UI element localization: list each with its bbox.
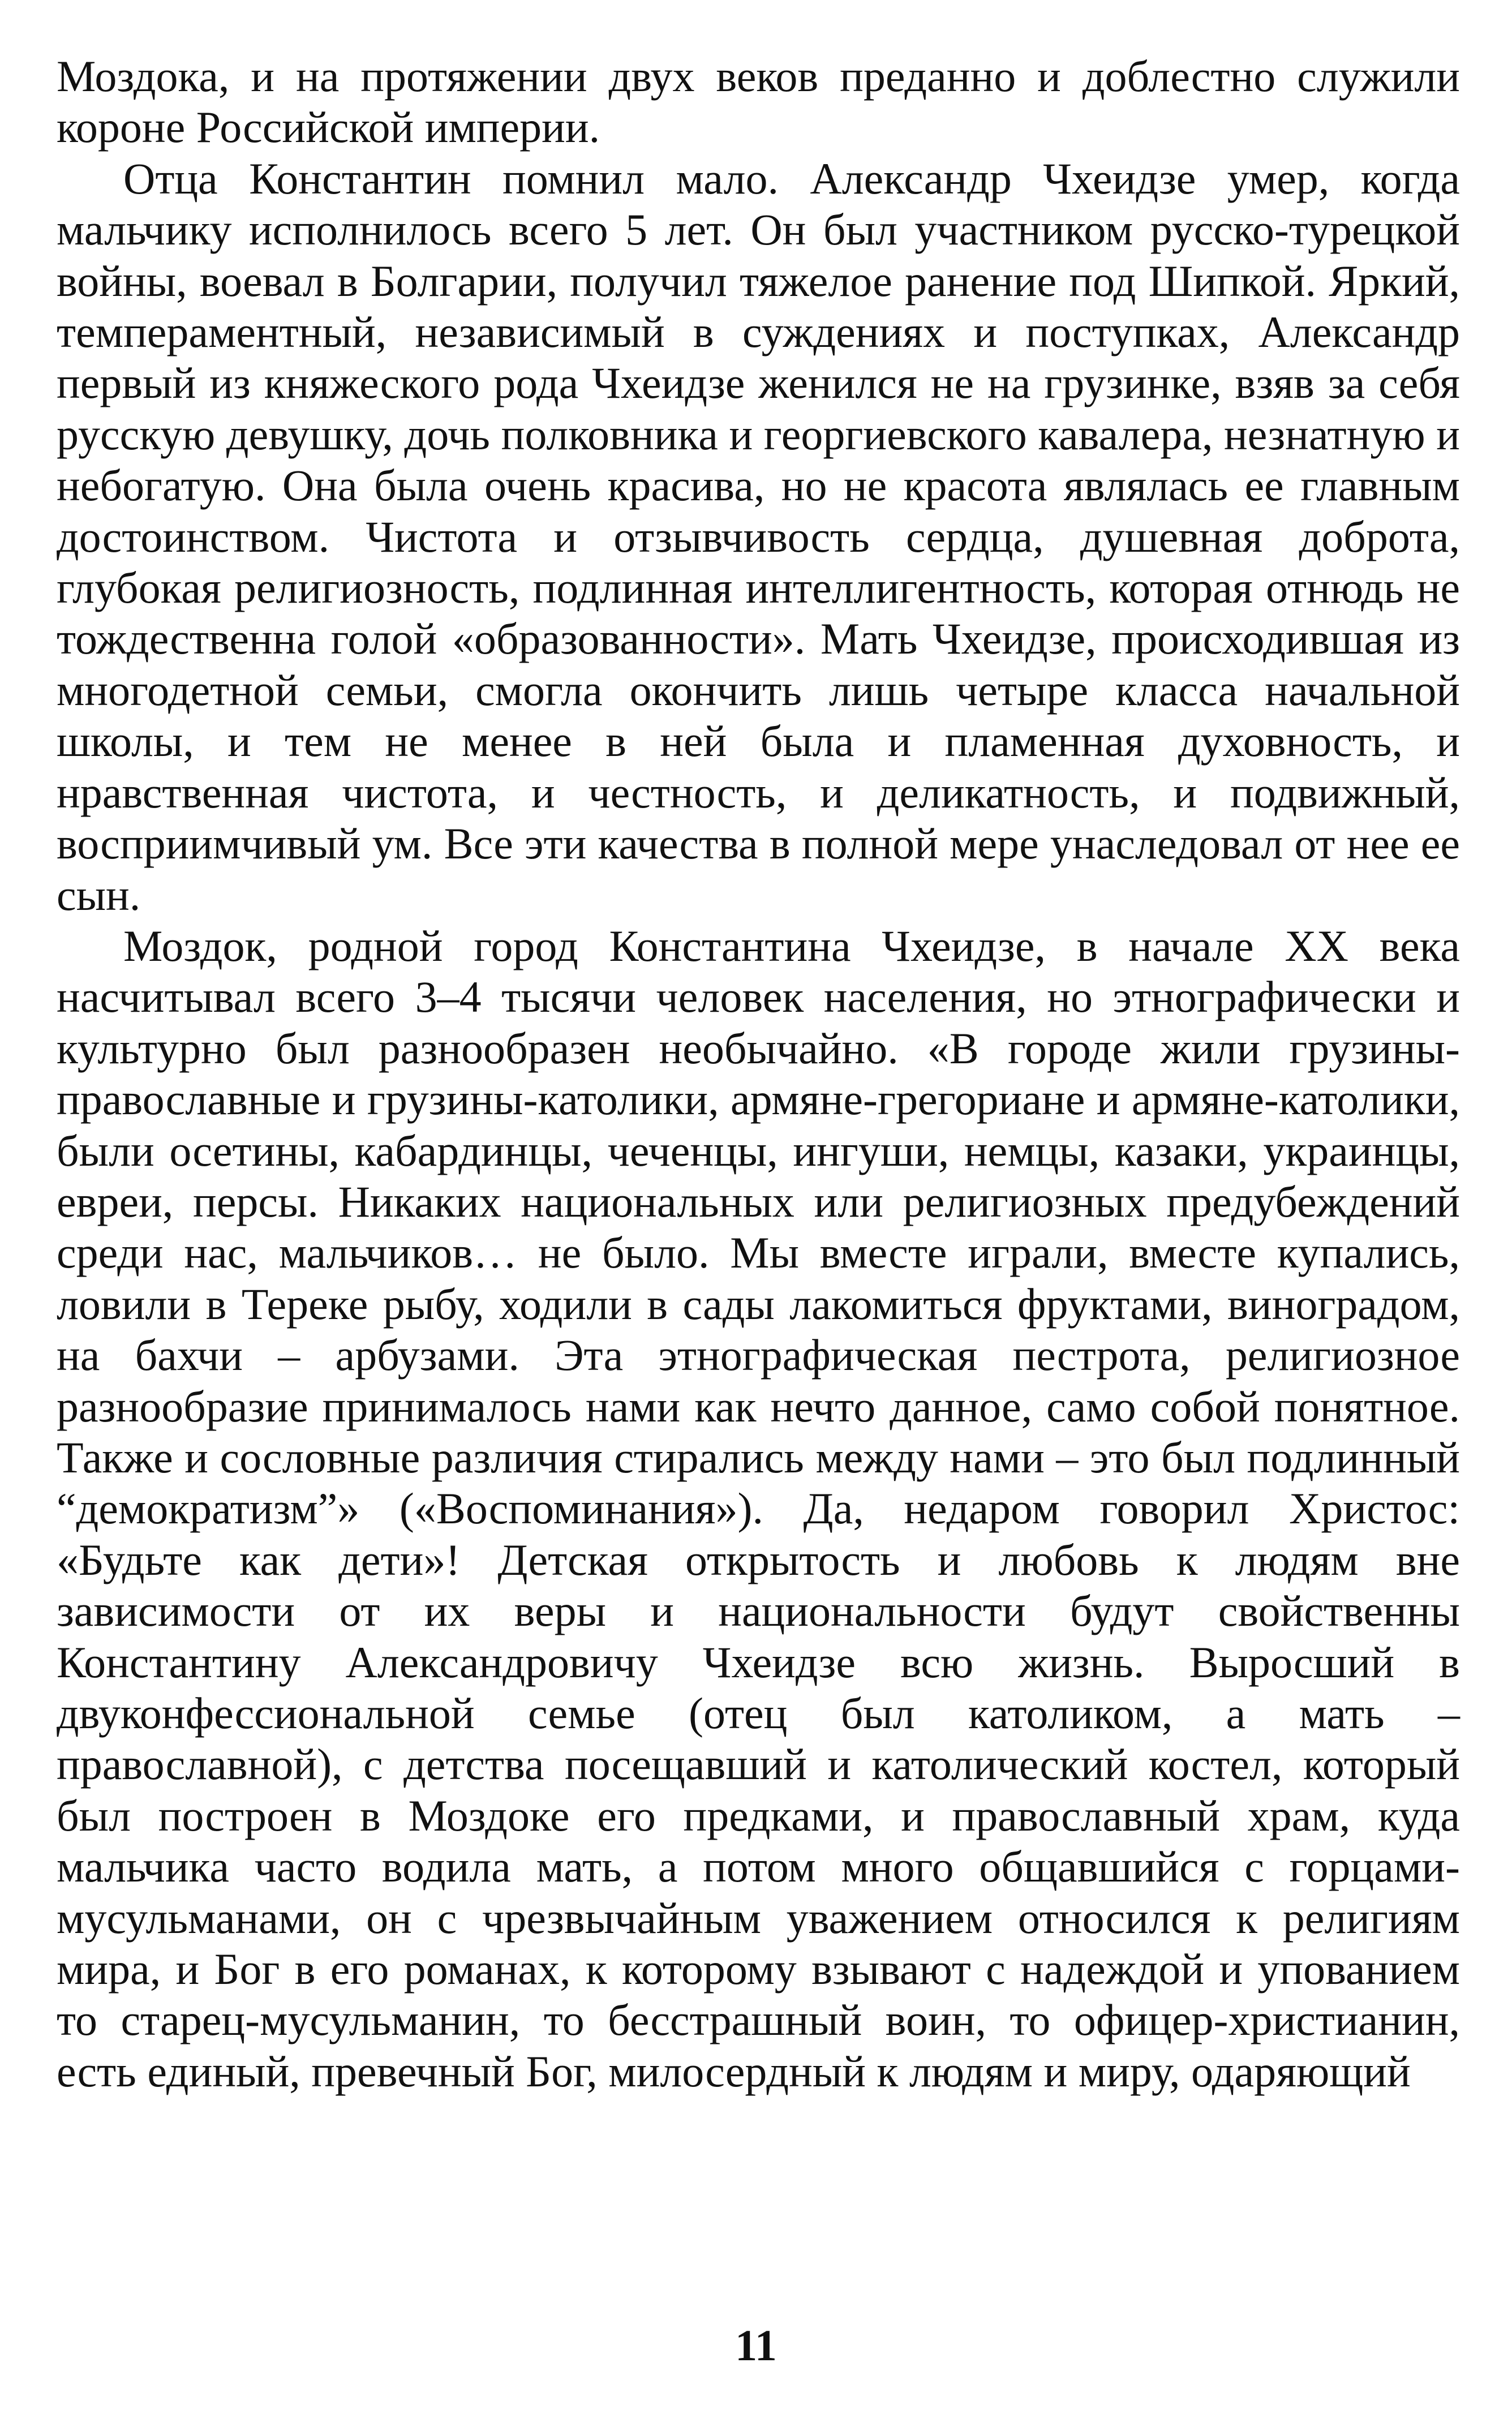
paragraph-mozdok: Моздок, родной город Константина Чхеидзе, в начале XX века насчитывал всего 3–4 тысячи человек населения, но этнографически и культурно был разнообразен необычайно. «В городе жили грузины-православные и грузины-католики, армяне-грегориане и армяне-католики, были осетины, кабардинцы, чеченцы, ингуши, немцы, казаки, украинцы, евреи, персы. Никаких национальных или религиозных предубеждений среди нас, мальчиков… не было. Мы вместе играли, вместе купались, ловили в Тереке рыбу, ходили в сады лакомиться фруктами, виноградом, на бахчи – арбузами. Эта этнографическая пестрота, религиозное разнообразие принималось нами как нечто данное, само собой понятное. Также и сословные различия стирались между нами – это был подлинный “демократизм”» («Воспоминания»). Да, недаром говорил Христос: «Будьте как дети»! Детская открытость и любовь к людям вне зависимости от их веры и национальности будут свойственны Константину Александровичу Чхеидзе всю жизнь. Выросший в двуконфессиональной семье (отец был католиком, а мать – православной), с детства посещавший и католический костел, который был построен в Моздоке его предками, и православный храм, куда мальчика часто водила мать, а потом много общавшийся с горцами-мусульманами, он с чрезвычайным уважением относился к религиям мира, и Бог в его романах, к которому взывают с надеждой и упованием то старец-мусульманин, то бесстрашный воин, то офицер-христианин, есть единый, превечный Бог, милосердный к людям и миру, одаряющий <box>57 921 1460 2096</box>
paragraph-continuation: Моздока, и на протяжении двух веков преданно и доблестно служили короне Российской империи. <box>57 51 1460 152</box>
page-body <box>57 51 1460 2097</box>
paragraph-father: Отца Константин помнил мало. Александр Чхеидзе умер, когда мальчику исполнилось всего 5 лет. Он был участником русско-турецкой войны, воевал в Болгарии, получил тяжелое ранение под Шипкой. Яркий, темпераментный, независимый в суждениях и поступках, Александр первый из княжеского рода Чхеидзе женился не на грузинке, взяв за себя русскую девушку, дочь полковника и георгиевского кавалера, незнатную и небогатую. Она была очень красива, но не красота являлась ее главным достоинством. Чистота и отзывчивость сердца, душевная доброта, глубокая религиозность, подлинная интеллигентность, которая отнюдь не тождественна голой «образованности». Мать Чхеидзе, происходившая из многодетной семьи, смогла окончить лишь четыре класса начальной школы, и тем не менее в ней была и пламенная духовность, и нравственная чистота, и честность, и деликатность, и подвижный, восприимчивый ум. Все эти качества в полной мере унаследовал от нее ее сын. <box>57 153 1460 920</box>
page-number: 11 <box>735 2321 777 2370</box>
